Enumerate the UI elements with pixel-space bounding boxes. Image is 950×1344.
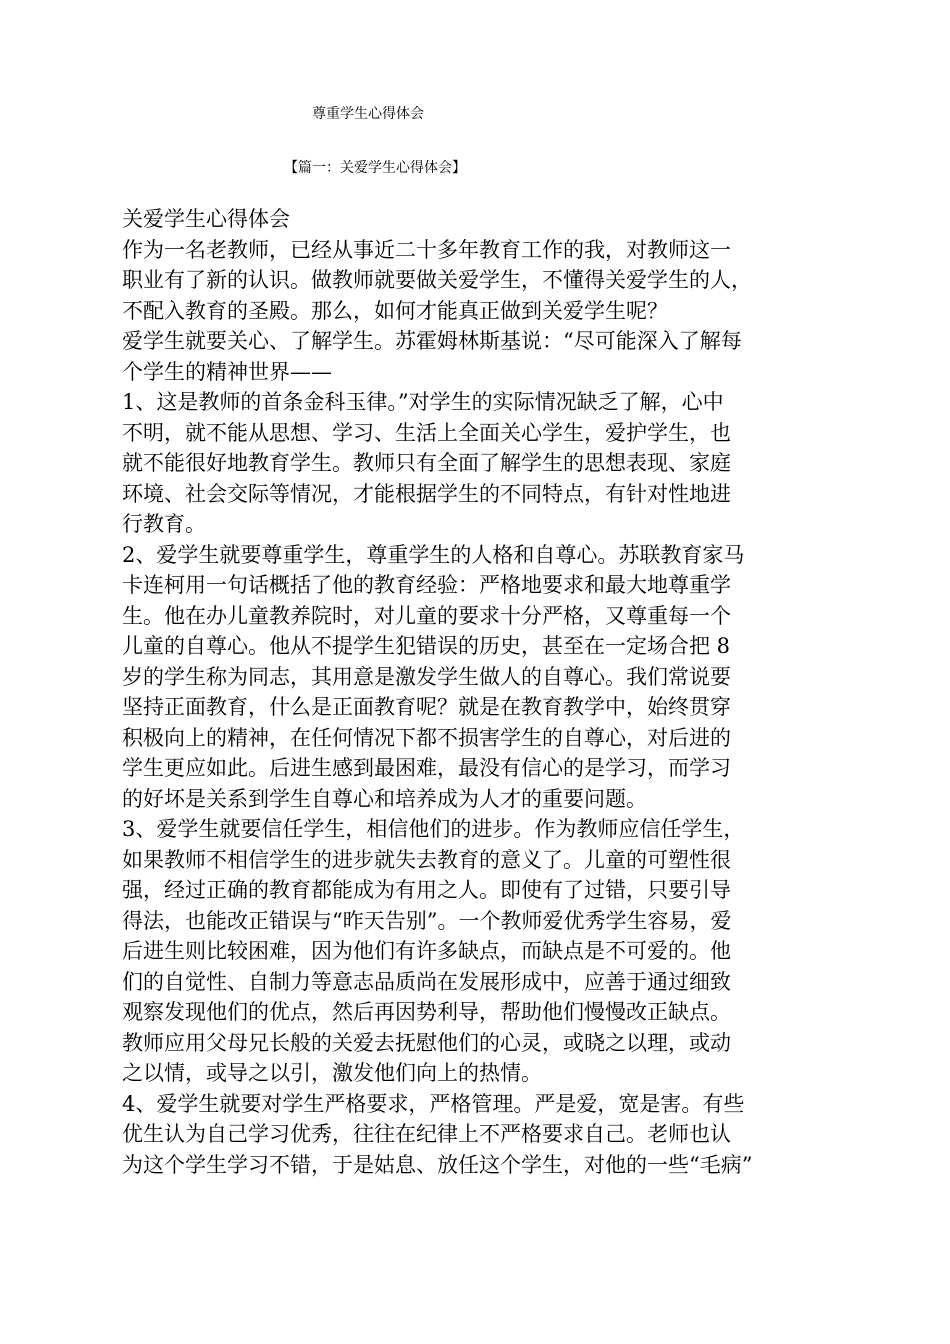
section-heading: 关爱学生心得体会 — [122, 207, 290, 231]
paragraph-point-3: 3、爱学生就要信任学生，相信他们的进步。作为教师应信任学生， 如果教师不相信学生的进步就失去教育的意义了。儿童的可塑性很 强，经过正确的教育都能成为有用之人。即使有了过错，只要引导 得法，也能改正错误与“昨天告别”。一个教师爱优秀学生容易，爱 后进生则比较困难，因为他们有许多缺点，而缺点是不可爱的。他 们的自觉性、自制力等意志品质尚在发展形成中，应善于通过细致 观察发现他们的优点，然后再因势利导，帮助他们慢慢改正缺点。 教师应用父母兄长般的关爱去抚慰他们的心灵，或晓之以理，或动 之以情，或导之以引，激发他们向上的热情。 — [122, 817, 745, 1085]
document-body — [116, 204, 836, 1180]
paragraph-point-1: 1、这是教师的首条金科玉律。”对学生的实际情况缺乏了解，心中 不明，就不能从思想、学习、生活上全面关心学生，爱护学生，也 就不能很好地教育学生。教师只有全面了解学生的思想表现、家庭 环境、社会交际等情况，才能根据学生的不同特点，有针对性地进 行教育。 — [122, 390, 731, 536]
document-subtitle: 【篇一：关爱学生心得体会】 — [284, 160, 466, 176]
paragraph-point-4: 4、爱学生就要对学生严格要求，严格管理。严是爱，宽是害。有些 优生认为自己学习优秀，往往在纪律上不严格要求自己。老师也认 为这个学生学习不错，于是姑息、放任这个学生，对他的一些“毛病” — [122, 1091, 753, 1177]
document-title: 尊重学生心得体会 — [312, 106, 424, 122]
paragraph-point-2: 2、爱学生就要尊重学生，尊重学生的人格和自尊心。苏联教育家马 卡连柯用一句话概括了他的教育经验：严格地要求和最大地尊重学 生。他在办儿童教养院时，对儿童的要求十分严格，又尊重每一个 儿童的自尊心。他从不提学生犯错误的历史，甚至在一定场合把 8 岁的学生称为同志，其用意是激发学生做人的自尊心。我们常说要 坚持正面教育，什么是正面教育呢？就是在教育教学中，始终贯穿 积极向上的精神，在任何情况下都不损害学生的自尊心，对后进的 学生更应如此。后进生感到最困难，最没有信心的是学习，而学习 的好坏是关系到学生自尊心和培养成为人才的重要问题。 — [122, 542, 745, 811]
paragraph-intro: 作为一名老教师，已经从事近二十多年教育工作的我，对教师这一 职业有了新的认识。做教师就要做关爱学生，不懂得关爱学生的人， 不配入教育的圣殿。那么，如何才能真正做到关爱学生呢？ — [122, 237, 752, 323]
paragraph-understand: 爱学生就要关心、了解学生。苏霍姆林斯基说：“尽可能深入了解每 个学生的精神世界—— — [122, 329, 742, 384]
